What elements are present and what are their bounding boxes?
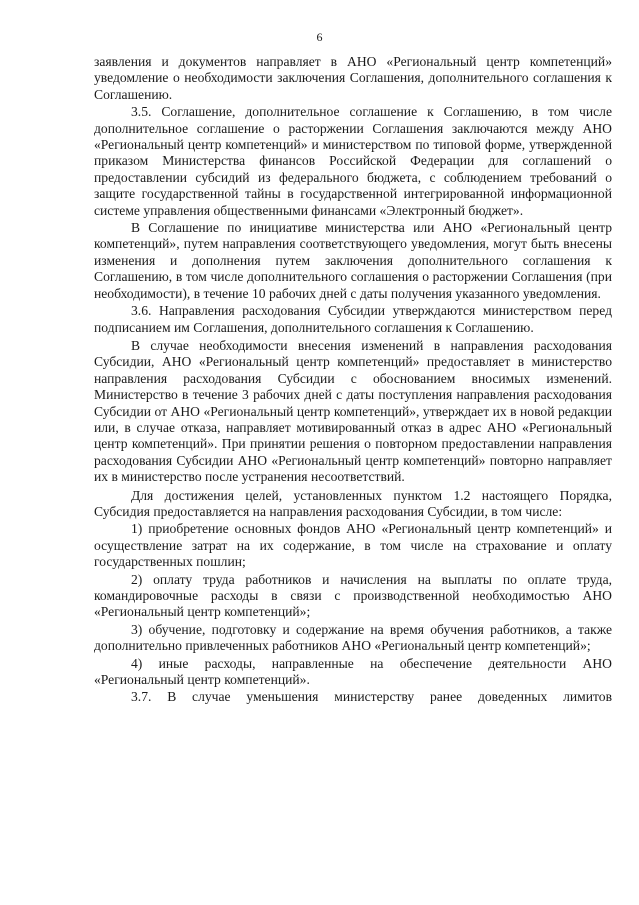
- paragraph-direction-changes: В случае необходимости внесения изменений в направления расходования Субсидии, АНО «Региональный центр компетенций» предоставляет в министерство направления расходования Субсидии с обоснованием вносимых изменений. Министерство в течение 3 рабочих дней с даты поступления направления расходования Субсидии от АНО «Региональный центр компетенций», утверждает их в новой редакции или, в случае отказа, направляет мотивированный отказ в адрес АНО «Региональный центр компетенций». При принятии решения о повторном предоставлении направления расходования Субсидии АНО «Региональный центр компетенций» повторно направляет их в министерство после устранения несоответствий.: [94, 337, 612, 485]
- page-number: 6: [316, 30, 323, 44]
- paragraph-3-7: 3.7. В случае уменьшения министерству ранее доведенных лимитов: [131, 689, 612, 705]
- list-item-4: 4) иные расходы, направленные на обеспечение деятельности АНО «Региональный центр компетенций».: [94, 655, 612, 688]
- paragraph-goals-intro: Для достижения целей, установленных пунктом 1.2 настоящего Порядка, Субсидия предоставляется на направления расходования Субсидии, в том числе:: [94, 487, 612, 519]
- paragraph-agreement-changes: В Соглашение по инициативе министерства или АНО «Региональный центр компетенций», путем направления соответствующего уведомления, могут быть внесены изменения и дополнения путем заключения дополнительного соглашения к Соглашению, в том числе дополнительного соглашения о расторжении Соглашения (при необходимости), в течение 10 рабочих дней с даты получения указанного уведомления.: [94, 220, 612, 301]
- list-item-1: 1) приобретение основных фондов АНО «Региональный центр компетенций» и осуществление затрат на их содержание, в том числе на страхование и оплату государственных пошлин;: [94, 521, 612, 570]
- paragraph-3-6: 3.6. Направления расходования Субсидии утверждаются министерством перед подписанием им Соглашения, дополнительного соглашения к Соглашению.: [94, 303, 612, 335]
- paragraph-3-5: 3.5. Соглашение, дополнительное соглашение к Соглашению, в том числе дополнительное соглашение о расторжении Соглашения заключаются между АНО «Региональный центр компетенций» и министерством по типовой форме, утвержденной приказом Министерства финансов Российской Федерации для соглашений о предоставлении субсидий из федерального бюджета, с соблюдением требований о защите государственной тайны в государственной интегрированной информационной системе управления общественными финансами «Электронный бюджет».: [94, 104, 612, 218]
- list-item-2: 2) оплату труда работников и начисления на выплаты по оплате труда, командировочные расходы в связи с производственной необходимостью АНО «Региональный центр компетенций»;: [94, 571, 612, 620]
- paragraph-continuation: заявления и документов направляет в АНО «Региональный центр компетенций» уведомление о необходимости заключения Соглашения, дополнительного соглашения к Соглашению.: [94, 54, 612, 102]
- document-body: [94, 54, 612, 706]
- list-item-3: 3) обучение, подготовку и содержание на время обучения работников, а также дополнительно привлеченных работников АНО «Региональный центр компетенций»;: [94, 621, 612, 654]
